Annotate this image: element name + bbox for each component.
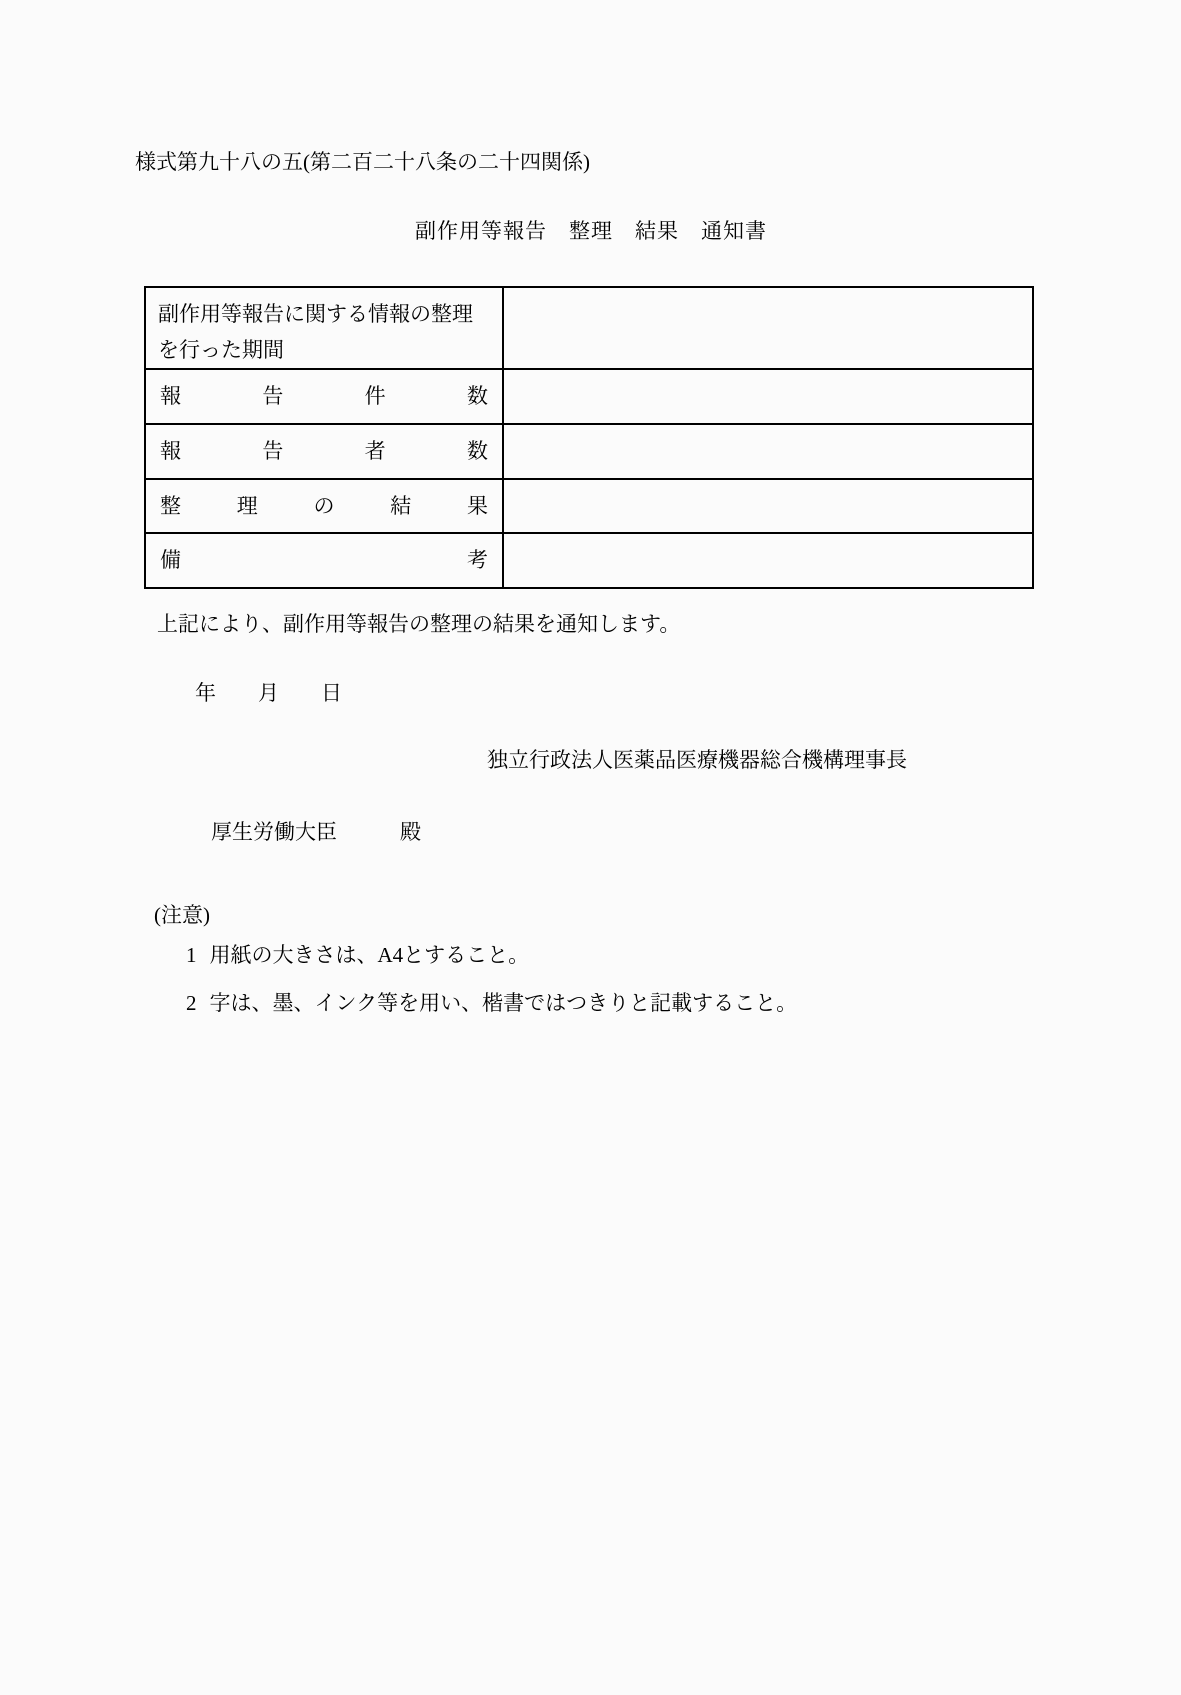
- table-row-hokoku-shasu: [146, 423, 1032, 478]
- row-value-cell: [504, 425, 1032, 478]
- notification-statement: 上記により、副作用等報告の整理の結果を通知します。: [157, 612, 681, 636]
- table-row-biko: [146, 532, 1032, 587]
- row-value-cell: [504, 370, 1032, 423]
- notes-heading: (注意): [154, 903, 210, 927]
- note-text: 字は、墨、インク等を用い、楷書ではつきりと記載すること。: [209, 991, 798, 1015]
- note-number: 2: [186, 991, 197, 1015]
- row-label-cell: 備 考: [146, 534, 504, 587]
- note-item: [186, 943, 529, 968]
- date-line: 年 月 日: [195, 681, 342, 705]
- table-row-hokoku-kensu: [146, 368, 1032, 423]
- form-table: [144, 286, 1034, 589]
- recipient-line: 厚生労働大臣 殿: [211, 820, 421, 844]
- note-number: 1: [186, 943, 197, 967]
- row-label-cell: [146, 288, 504, 368]
- row-label-line: 副作用等報告に関する情報の整理: [158, 302, 473, 326]
- sender-title: 独立行政法人医薬品医療機器総合機構理事長: [487, 748, 907, 772]
- row-label-cell: 報 告 件 数: [146, 370, 504, 423]
- note-text: 用紙の大きさは、A4とすること。: [209, 943, 530, 967]
- row-label-cell: 報 告 者 数: [146, 425, 504, 478]
- form-title: 副作用等報告 整理 結果 通知書: [415, 219, 767, 243]
- row-value-cell: [504, 480, 1032, 532]
- row-value-cell: [504, 534, 1032, 587]
- table-row-seiri-kikan: [146, 288, 1032, 368]
- row-label-line: を行った期間: [158, 338, 284, 362]
- note-item: [186, 991, 797, 1016]
- row-label-cell: 整 理 の 結 果: [146, 480, 504, 532]
- form-number: 様式第九十八の五(第二百二十八条の二十四関係): [135, 150, 590, 174]
- table-row-seiri-kekka: [146, 478, 1032, 532]
- row-value-cell: [504, 288, 1032, 368]
